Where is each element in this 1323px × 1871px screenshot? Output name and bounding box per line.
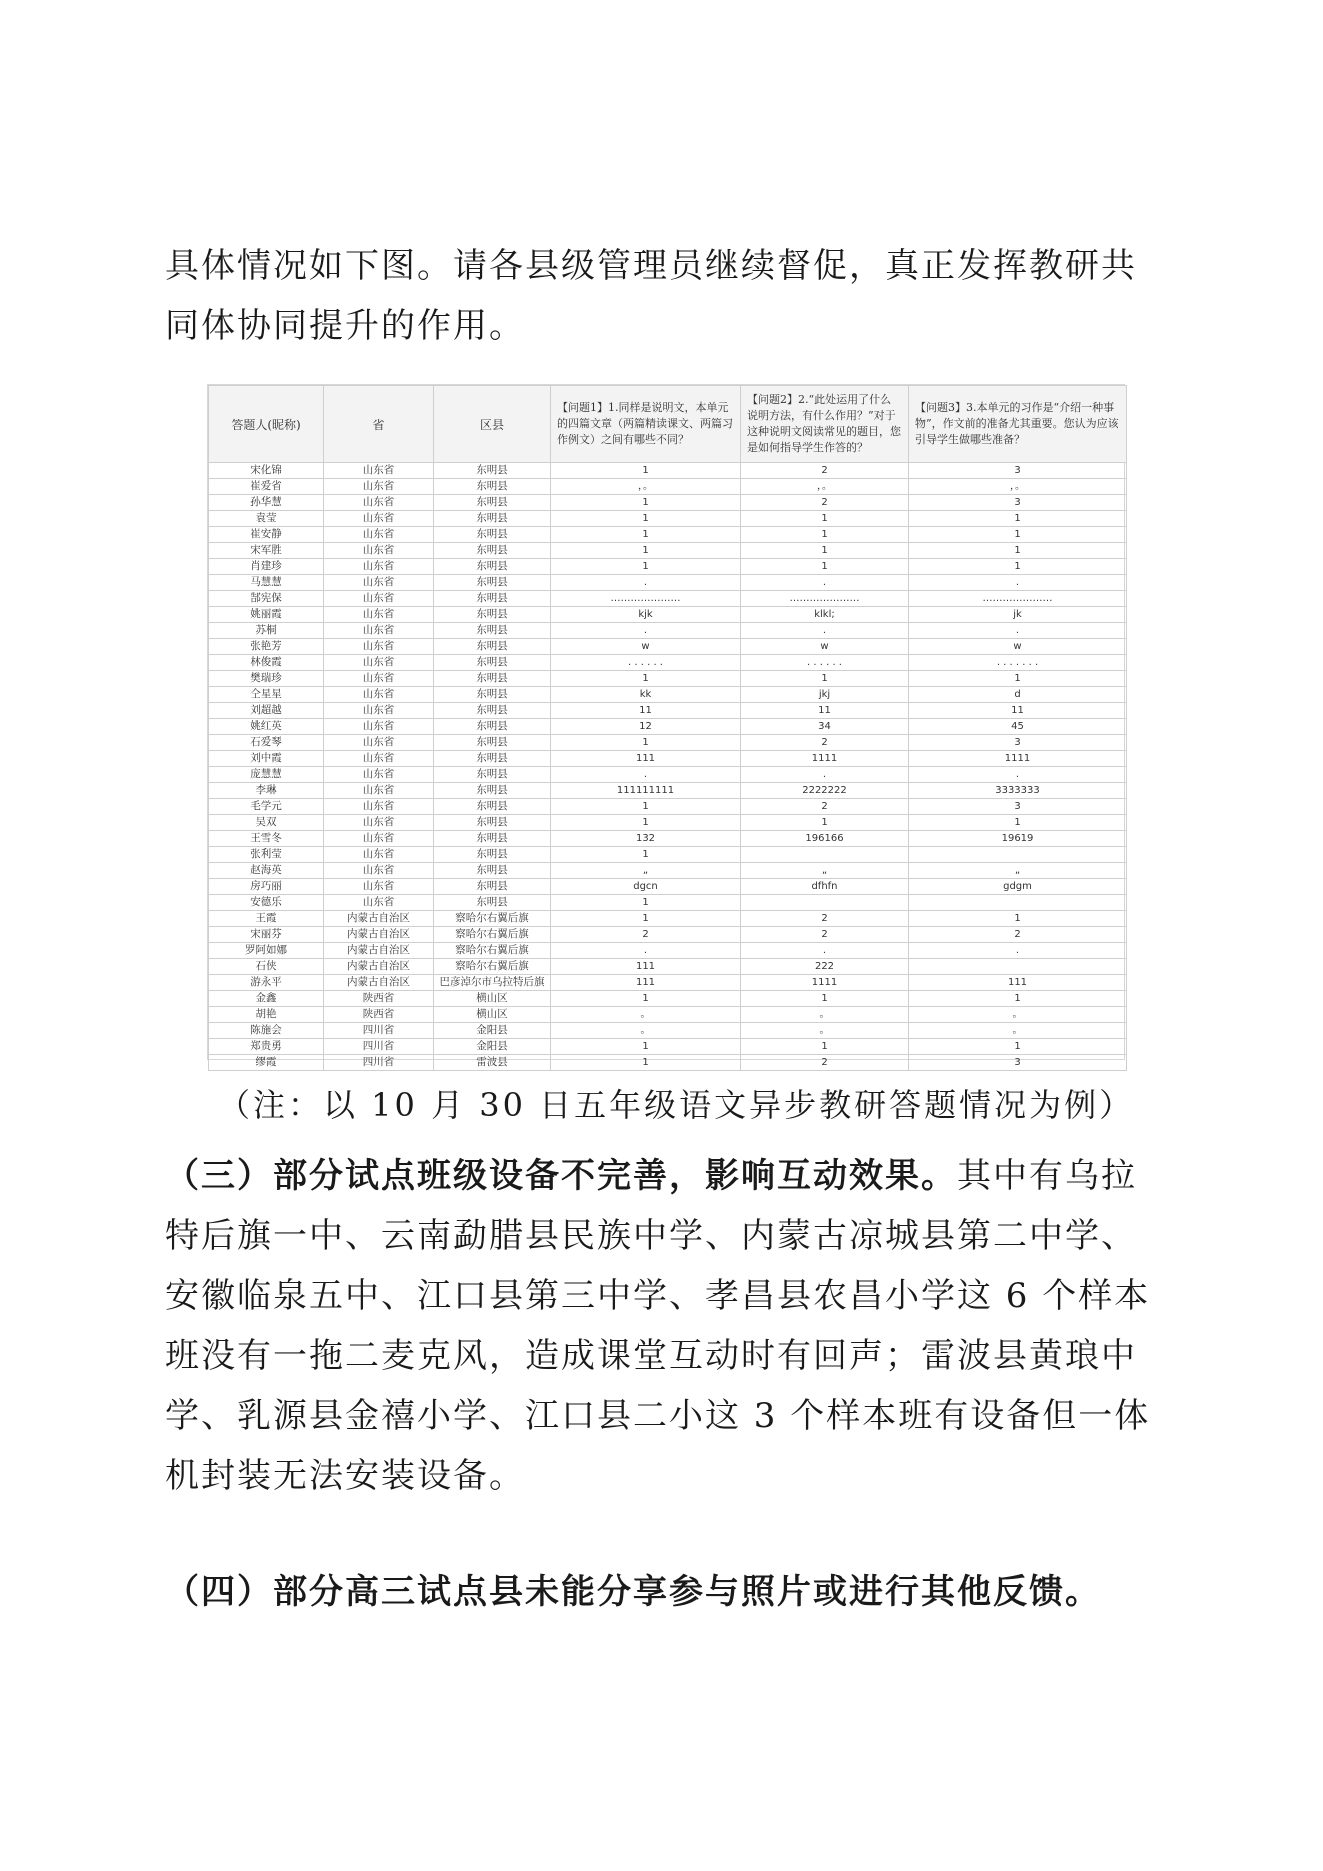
cell-district: 东明县 [434,559,551,575]
cell-province: 山东省 [324,799,434,815]
cell-answer-1: ，。 [551,479,741,495]
header-province: 省 [324,386,434,463]
cell-name: 石侠 [209,959,324,975]
cell-answer-2: 1 [741,543,909,559]
cell-district: 东明县 [434,463,551,479]
cell-district: 东明县 [434,655,551,671]
cell-answer-1: 1 [551,911,741,927]
cell-province: 山东省 [324,847,434,863]
cell-province: 陕西省 [324,1007,434,1023]
section-3-body: 其中有乌拉特后旗一中、云南勐腊县民族中学、内蒙古凉城县第二中学、安徽临泉五中、江口县第三中学、孝昌县农昌小学这 6 个样本班没有一拖二麦克风，造成课堂互动时有回声；雷波县黄琅中学、乳源县金禧小学、江口县二小这 3 个样本班有设备但一体机封装无法安装设备。 [165,1156,1151,1496]
cell-answer-3: 。 [909,1023,1127,1039]
cell-province: 山东省 [324,703,434,719]
cell-province: 山东省 [324,463,434,479]
table-row [209,591,1127,607]
cell-province: 内蒙古自治区 [324,959,434,975]
header-question-3: 【问题3】3.本单元的习作是“介绍一种事物”，作文前的准备尤其重要。您认为应该引导学生做哪些准备？ [909,386,1127,463]
cell-answer-1: 1 [551,815,741,831]
cell-name: 金鑫 [209,991,324,1007]
cell-answer-3: 3 [909,799,1127,815]
cell-answer-2: 。 [741,1007,909,1023]
survey-table-image [207,384,1125,1068]
cell-answer-1: ………………… [551,591,741,607]
cell-answer-3 [909,847,1127,863]
cell-answer-1: 12 [551,719,741,735]
cell-answer-2: 2 [741,463,909,479]
cell-district: 察哈尔右翼后旗 [434,927,551,943]
cell-district: 东明县 [434,575,551,591]
cell-answer-3: 1 [909,559,1127,575]
cell-answer-3: . [909,943,1127,959]
table-row [209,1055,1127,1071]
cell-answer-3: . [909,623,1127,639]
cell-answer-3: 1 [909,1039,1127,1055]
cell-answer-2 [741,895,909,911]
cell-answer-1: w [551,639,741,655]
cell-answer-3: 1 [909,815,1127,831]
cell-answer-2: jkj [741,687,909,703]
cell-answer-2: 34 [741,719,909,735]
header-name: 答题人(昵称) [209,386,324,463]
cell-answer-2: 2 [741,735,909,751]
cell-answer-3: ，。 [909,479,1127,495]
cell-answer-2: . [741,767,909,783]
cell-name: 缪霞 [209,1055,324,1071]
cell-answer-1: 1 [551,1055,741,1071]
table-row [209,607,1127,623]
table-row [209,527,1127,543]
cell-answer-2: 1 [741,511,909,527]
table-row [209,511,1127,527]
cell-district: 东明县 [434,751,551,767]
cell-answer-3: 11 [909,703,1127,719]
cell-name: 姚红英 [209,719,324,735]
table-row [209,479,1127,495]
cell-answer-3: 1 [909,911,1127,927]
cell-answer-3: 3 [909,495,1127,511]
cell-province: 山东省 [324,655,434,671]
cell-name: 王雪冬 [209,831,324,847]
cell-answer-3: 1 [909,511,1127,527]
cell-answer-1: dgcn [551,879,741,895]
table-row [209,751,1127,767]
cell-province: 四川省 [324,1039,434,1055]
cell-name: 宋军胜 [209,543,324,559]
cell-district: 东明县 [434,767,551,783]
cell-answer-1: 111 [551,751,741,767]
cell-answer-2: . [741,943,909,959]
table-row [209,671,1127,687]
cell-name: 庞慧慧 [209,767,324,783]
cell-district: 金阳县 [434,1039,551,1055]
cell-district: 东明县 [434,735,551,751]
cell-name: 苏桐 [209,623,324,639]
cell-district: 东明县 [434,719,551,735]
cell-district: 东明县 [434,671,551,687]
cell-answer-3: 1 [909,671,1127,687]
cell-answer-1: 1 [551,495,741,511]
cell-province: 山东省 [324,527,434,543]
cell-district: 巴彦淖尔市乌拉特后旗 [434,975,551,991]
table-caption-note: （注：以 10 月 30 日五年级语文异步教研答题情况为例） [218,1086,1135,1124]
table-row [209,495,1127,511]
cell-answer-1: . [551,767,741,783]
cell-district: 东明县 [434,799,551,815]
table-row [209,943,1127,959]
table-row [209,815,1127,831]
cell-name: 崔爱省 [209,479,324,495]
cell-answer-3: 45 [909,719,1127,735]
cell-answer-1: 1 [551,1039,741,1055]
cell-district: 东明县 [434,847,551,863]
cell-answer-2: 1111 [741,975,909,991]
cell-province: 山东省 [324,751,434,767]
cell-name: 张利莹 [209,847,324,863]
table-row [209,623,1127,639]
cell-answer-3: 。 [909,1007,1127,1023]
cell-name: 赵海英 [209,863,324,879]
cell-answer-2: 1 [741,527,909,543]
table-row [209,559,1127,575]
cell-district: 东明县 [434,687,551,703]
table-row [209,639,1127,655]
table-row [209,879,1127,895]
cell-answer-3: jk [909,607,1127,623]
cell-answer-2: 2 [741,495,909,511]
cell-answer-2: ………………… [741,591,909,607]
cell-name: 房巧丽 [209,879,324,895]
cell-name: 郜宪保 [209,591,324,607]
cell-answer-3 [909,959,1127,975]
cell-answer-2: 1 [741,815,909,831]
table-row [209,767,1127,783]
cell-province: 山东省 [324,831,434,847]
cell-district: 察哈尔右翼后旗 [434,911,551,927]
cell-answer-2: 2 [741,799,909,815]
cell-answer-3: 1 [909,543,1127,559]
cell-answer-2: 196166 [741,831,909,847]
cell-answer-2: 2 [741,927,909,943]
cell-province: 山东省 [324,511,434,527]
cell-answer-3: 1 [909,991,1127,1007]
cell-answer-2: 222 [741,959,909,975]
cell-name: 石爱琴 [209,735,324,751]
cell-name: 马慧慧 [209,575,324,591]
cell-answer-1: 11 [551,703,741,719]
cell-province: 山东省 [324,767,434,783]
cell-answer-3: 3 [909,1055,1127,1071]
cell-answer-1: 1 [551,799,741,815]
header-question-2: 【问题2】2.“此处运用了什么说明方法，有什么作用？”对于这种说明文阅读常见的题目，您是如何指导学生作答的？ [741,386,909,463]
table-row [209,927,1127,943]
cell-answer-2: klkl; [741,607,909,623]
table-row [209,911,1127,927]
cell-answer-3 [909,895,1127,911]
cell-province: 山东省 [324,559,434,575]
cell-district: 东明县 [434,527,551,543]
table-row [209,543,1127,559]
section-3-heading: （三）部分试点班级设备不完善，影响互动效果。 [165,1156,957,1196]
cell-name: 肖建珍 [209,559,324,575]
cell-name: 安德乐 [209,895,324,911]
cell-answer-2: . [741,623,909,639]
cell-district: 东明县 [434,479,551,495]
cell-answer-1: . [551,943,741,959]
table-row [209,895,1127,911]
table-row [209,463,1127,479]
header-district: 区县 [434,386,551,463]
cell-district: 东明县 [434,543,551,559]
cell-province: 山东省 [324,895,434,911]
cell-district: 东明县 [434,495,551,511]
cell-answer-3: gdgm [909,879,1127,895]
table-row [209,575,1127,591]
cell-district: 东明县 [434,895,551,911]
cell-province: 山东省 [324,623,434,639]
cell-district: 东明县 [434,863,551,879]
cell-province: 山东省 [324,783,434,799]
cell-answer-1: 111 [551,959,741,975]
section-3-paragraph [165,1146,1165,1506]
table-row [209,847,1127,863]
cell-answer-1: 1 [551,527,741,543]
cell-answer-2: 11 [741,703,909,719]
cell-province: 山东省 [324,495,434,511]
cell-answer-2: w [741,639,909,655]
cell-name: 吴双 [209,815,324,831]
table-row [209,1007,1127,1023]
cell-answer-3: 2 [909,927,1127,943]
cell-answer-1: 。 [551,1007,741,1023]
cell-answer-1: . . . . . . [551,655,741,671]
cell-answer-1: 1 [551,671,741,687]
cell-province: 山东省 [324,591,434,607]
table-row [209,687,1127,703]
cell-district: 东明县 [434,623,551,639]
cell-answer-3: „ [909,863,1127,879]
cell-answer-1: 1 [551,463,741,479]
survey-table [208,385,1127,1071]
cell-answer-3: . [909,767,1127,783]
cell-answer-2: 1 [741,671,909,687]
cell-province: 山东省 [324,863,434,879]
cell-answer-2: ，。 [741,479,909,495]
cell-name: 刘超越 [209,703,324,719]
cell-province: 四川省 [324,1055,434,1071]
table-row [209,783,1127,799]
cell-answer-1: 1 [551,847,741,863]
cell-answer-2: . . . . . . [741,655,909,671]
table-row [209,991,1127,1007]
cell-name: 毛学元 [209,799,324,815]
cell-answer-3: 3 [909,463,1127,479]
header-question-1: 【问题1】1.同样是说明文，本单元的四篇文章（两篇精读课文、两篇习作例文）之间有哪些不同？ [551,386,741,463]
table-row [209,863,1127,879]
cell-province: 山东省 [324,639,434,655]
cell-name: 罗阿如娜 [209,943,324,959]
cell-province: 内蒙古自治区 [324,975,434,991]
cell-name: 刘中霞 [209,751,324,767]
cell-name: 王霞 [209,911,324,927]
cell-district: 横山区 [434,1007,551,1023]
cell-answer-3: 19619 [909,831,1127,847]
cell-answer-1: 111 [551,975,741,991]
table-row [209,703,1127,719]
cell-name: 崔安静 [209,527,324,543]
cell-province: 山东省 [324,719,434,735]
cell-name: 游永平 [209,975,324,991]
cell-province: 内蒙古自治区 [324,943,434,959]
cell-answer-1: . [551,623,741,639]
cell-district: 金阳县 [434,1023,551,1039]
table-row [209,975,1127,991]
cell-answer-1: 2 [551,927,741,943]
cell-answer-1: 1 [551,543,741,559]
cell-answer-1: 1 [551,735,741,751]
cell-province: 内蒙古自治区 [324,911,434,927]
cell-answer-2: 1 [741,559,909,575]
cell-province: 山东省 [324,735,434,751]
table-header-row [209,386,1127,463]
cell-answer-1: „ [551,863,741,879]
cell-answer-1: 。 [551,1023,741,1039]
cell-name: 宋化锦 [209,463,324,479]
cell-answer-3: 3333333 [909,783,1127,799]
cell-district: 东明县 [434,783,551,799]
cell-answer-1: 1 [551,559,741,575]
cell-province: 内蒙古自治区 [324,927,434,943]
cell-province: 山东省 [324,575,434,591]
cell-name: 仝星星 [209,687,324,703]
cell-answer-2: „ [741,863,909,879]
table-row [209,719,1127,735]
cell-name: 张艳芳 [209,639,324,655]
section-4-heading: （四）部分高三试点县未能分享参与照片或进行其他反馈。 [165,1572,1101,1612]
table-row [209,1039,1127,1055]
table-row [209,959,1127,975]
cell-district: 东明县 [434,607,551,623]
cell-district: 东明县 [434,591,551,607]
cell-district: 东明县 [434,831,551,847]
cell-name: 李琳 [209,783,324,799]
cell-name: 林俊霞 [209,655,324,671]
cell-province: 山东省 [324,479,434,495]
cell-answer-2: 1 [741,991,909,1007]
cell-district: 东明县 [434,703,551,719]
cell-province: 山东省 [324,815,434,831]
cell-answer-1: kk [551,687,741,703]
cell-district: 雷波县 [434,1055,551,1071]
cell-name: 袁莹 [209,511,324,527]
cell-answer-1: 1 [551,895,741,911]
cell-answer-3: . [909,575,1127,591]
cell-answer-3: w [909,639,1127,655]
cell-district: 横山区 [434,991,551,1007]
cell-answer-2: 2 [741,1055,909,1071]
table-row [209,655,1127,671]
cell-province: 陕西省 [324,991,434,1007]
cell-province: 山东省 [324,879,434,895]
cell-name: 陈施会 [209,1023,324,1039]
cell-province: 山东省 [324,671,434,687]
table-row [209,1023,1127,1039]
cell-answer-1: 111111111 [551,783,741,799]
cell-name: 孙华慧 [209,495,324,511]
cell-answer-2: 1111 [741,751,909,767]
cell-answer-2: dfhfn [741,879,909,895]
table-row [209,831,1127,847]
cell-answer-1: 132 [551,831,741,847]
cell-name: 胡艳 [209,1007,324,1023]
cell-answer-1: 1 [551,511,741,527]
table-row [209,735,1127,751]
intro-paragraph: 具体情况如下图。请各县级管理员继续督促，真正发挥教研共同体协同提升的作用。 [165,246,1137,346]
cell-answer-3: . . . . . . . [909,655,1127,671]
cell-answer-2: 2222222 [741,783,909,799]
cell-name: 宋丽芬 [209,927,324,943]
cell-answer-2: . [741,575,909,591]
table-row [209,799,1127,815]
cell-answer-3: 1111 [909,751,1127,767]
cell-name: 郑贵勇 [209,1039,324,1055]
cell-answer-1: kjk [551,607,741,623]
cell-answer-2: 。 [741,1023,909,1039]
cell-answer-1: 1 [551,991,741,1007]
cell-answer-3: 3 [909,735,1127,751]
cell-district: 东明县 [434,879,551,895]
cell-answer-2 [741,847,909,863]
cell-answer-3: d [909,687,1127,703]
cell-province: 山东省 [324,543,434,559]
cell-answer-2: 2 [741,911,909,927]
cell-province: 四川省 [324,1023,434,1039]
cell-answer-2: 1 [741,1039,909,1055]
cell-answer-3: 1 [909,527,1127,543]
cell-name: 樊瑞珍 [209,671,324,687]
cell-answer-3: 111 [909,975,1127,991]
cell-name: 姚丽霞 [209,607,324,623]
cell-district: 东明县 [434,639,551,655]
table-body [209,463,1127,1071]
cell-district: 察哈尔右翼后旗 [434,959,551,975]
cell-province: 山东省 [324,687,434,703]
cell-district: 东明县 [434,511,551,527]
cell-answer-3: ………………… [909,591,1127,607]
cell-province: 山东省 [324,607,434,623]
cell-district: 东明县 [434,815,551,831]
cell-answer-1: . [551,575,741,591]
cell-district: 察哈尔右翼后旗 [434,943,551,959]
